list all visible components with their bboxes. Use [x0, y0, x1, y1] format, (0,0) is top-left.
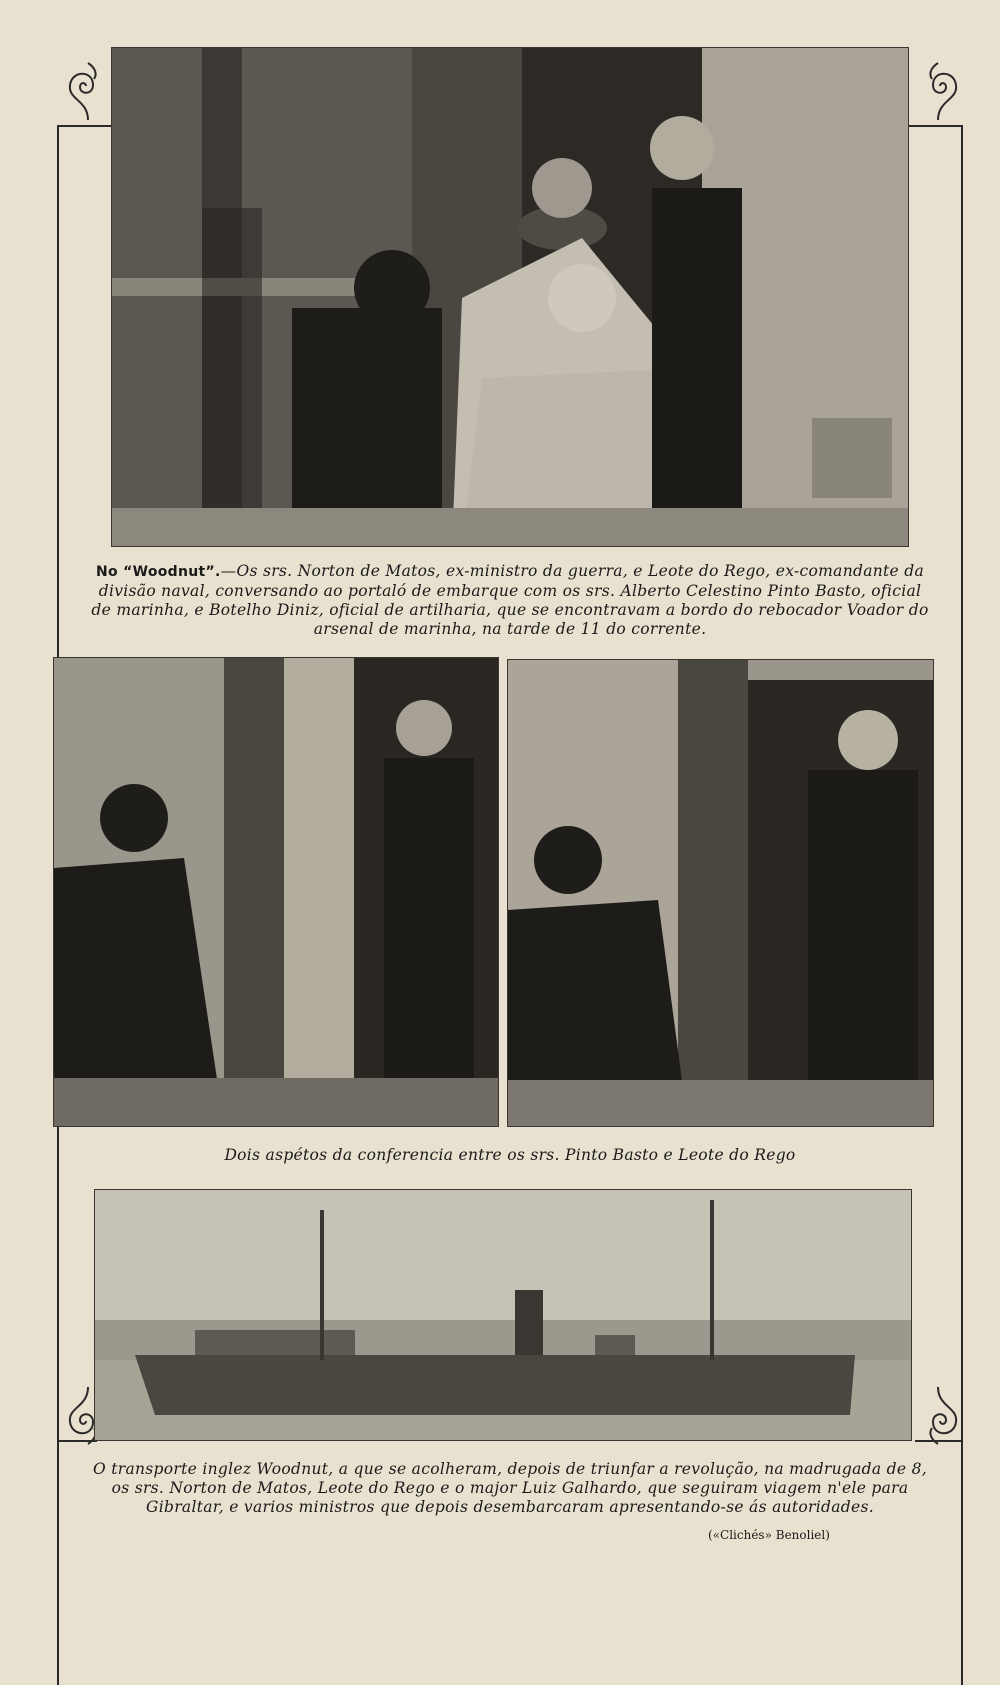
- caption-photo-1: [90, 562, 930, 639]
- caption-photo-2: [90, 1146, 930, 1165]
- photo-conference-right: [508, 660, 933, 1126]
- caption-photo-1-lead: No “Woodnut”.: [95, 564, 221, 580]
- caption-photo-3: [90, 1460, 930, 1517]
- scroll-ornament-bottom-right: [918, 1382, 968, 1452]
- scroll-ornament-top-left: [58, 55, 108, 125]
- caption-photo-3-text: O transporte inglez Woodnut, a que se acolheram, depois de triunfar a revolução, na madrugada de 8, os srs. Norton de Matos, Leote do Rego e o major Luiz Galhardo, que seguiram viagem n'ele para Gibraltar, e varios ministros que depois desembarcaram apresentando-se ás autoridades.: [93, 1460, 927, 1516]
- photo-ship-woodnut: [95, 1190, 911, 1440]
- photo-gangway-meeting: [112, 48, 908, 546]
- scroll-ornament-top-right: [918, 55, 968, 125]
- photo-credit: [708, 1528, 830, 1542]
- caption-photo-1-text: —Os srs. Norton de Matos, ex-ministro da guerra, e Leote do Rego, ex-comandante da divisão naval, conversando ao portaló de embarque com os srs. Alberto Celestino Pinto Basto, oficial de marinha, e Botelho Diniz, oficial de artilharia, que se encontravam a bordo do rebocador Voador do arsenal de marinha, na tarde de 11 do corrente.: [91, 562, 929, 638]
- photo-credit-text: («Clichés» Benoliel): [708, 1528, 830, 1542]
- photo-conference-left: [54, 658, 498, 1126]
- frame-top-right-line: [905, 125, 962, 127]
- frame-top-left-line: [57, 125, 112, 127]
- caption-photo-2-text: Dois aspétos da conferencia entre os srs. Pinto Basto e Leote do Rego: [224, 1146, 796, 1164]
